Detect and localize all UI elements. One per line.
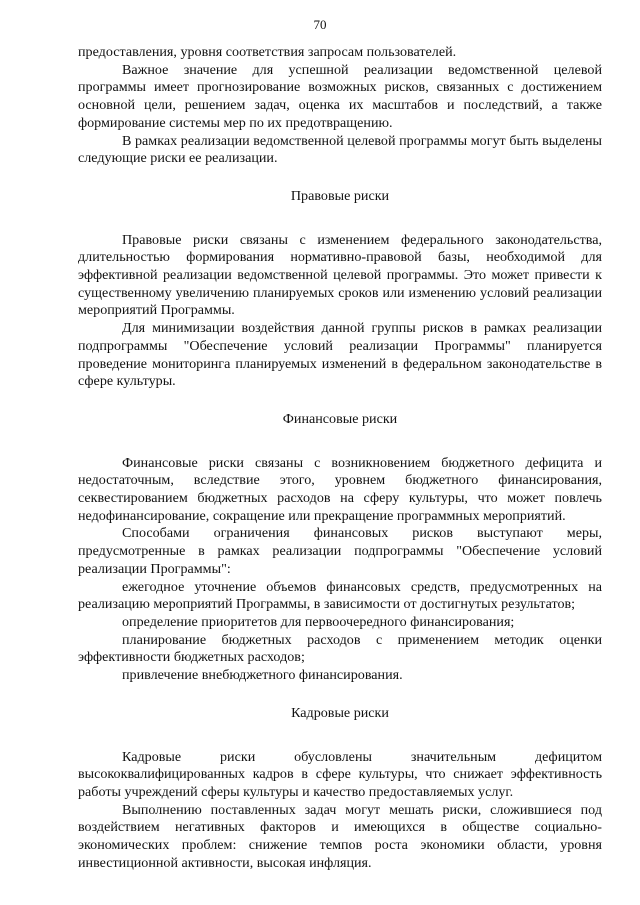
personnel-risks-paragraph-1: Кадровые риски обусловлены значительным дефицитом высококвалифицированных кадров в сфере культуры, что снижает эффективность работы учреждений сферы культуры и качество предоставляемых услуг.	[78, 748, 602, 800]
financial-measure-item-2: определение приоритетов для первоочередного финансирования;	[122, 613, 515, 630]
financial-risks-paragraph-1: Финансовые риски связаны с возникновением бюджетного дефицита и недостаточным, вследствие этого, уровнем бюджетного финансирования, секвестированием бюджетных расходов на сферу культуры, что может повлечь недофинансирование, сокращение или прекращение программных мероприятий.	[78, 454, 602, 524]
intro-paragraph-3: В рамках реализации ведомственной целевой программы могут быть выделены следующие риски ее реализации.	[78, 132, 602, 167]
financial-measure-item-4: привлечение внебюджетного финансирования.	[122, 667, 403, 684]
legal-risks-paragraph-1: Правовые риски связаны с изменением федерального законодательства, длительностью формирования нормативно-правовой базы, необходимой для эффективной реализации ведомственной целевой программы. Это может привести к существенному увеличению планируемых сроков или изменению условий реализации мероприятий Программы.	[78, 231, 602, 319]
financial-measure-item-1: ежегодное уточнение объемов финансовых средств, предусмотренных на реализацию мероприятий Программы, в зависимости от достигнутых результатов;	[78, 578, 602, 613]
legal-risks-paragraph-2: Для минимизации воздействия данной группы рисков в рамках реализации подпрограммы "Обеспечение условий реализации Программы" планируется проведение мониторинга планируемых изменений в федеральном законодательстве в сфере культуры.	[78, 320, 602, 390]
personnel-risks-paragraph-2: Выполнению поставленных задач могут мешать риски, сложившиеся под воздействием негативных факторов и имеющихся в обществе социально-экономических проблем: снижение темпов роста экономики области, уровня инвестиционной активности, высокая инфляция.	[78, 801, 602, 871]
section-heading-financial-risks: Финансовые риски	[282, 410, 398, 427]
financial-measure-item-3: планирование бюджетных расходов с применением методик оценки эффективности бюджетных расходов;	[78, 631, 602, 666]
section-heading-personnel-risks: Кадровые риски	[291, 704, 389, 721]
intro-paragraph-2: Важное значение для успешной реализации ведомственной целевой программы имеет прогнозирование возможных рисков, связанных с достижением основной цели, решением задач, оценка их масштабов и последствий, а также формирование системы мер по их предотвращению.	[78, 61, 602, 131]
section-heading-legal-risks: Правовые риски	[290, 187, 390, 204]
intro-paragraph-1: предоставления, уровня соответствия запросам пользователей.	[78, 44, 457, 60]
document-body	[78, 44, 602, 872]
page-number: 70	[313, 17, 327, 32]
financial-risks-paragraph-2: Способами ограничения финансовых рисков выступают меры, предусмотренные в рамках реализации подпрограммы "Обеспечение условий реализации Программы":	[78, 525, 602, 577]
